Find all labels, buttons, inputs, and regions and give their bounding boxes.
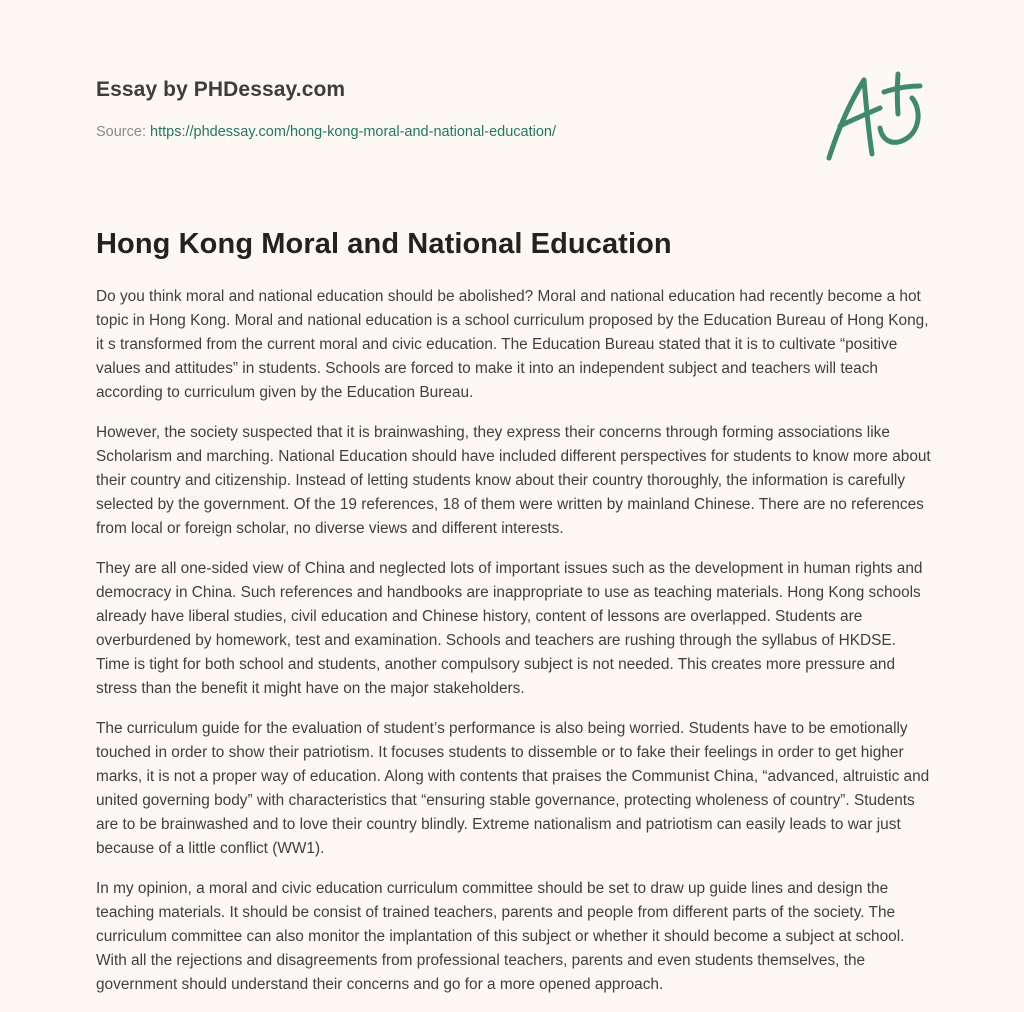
essay-paragraph: Do you think moral and national education should be abolished? Moral and national education had recently become a hot topic in Hong Kong. Moral and national education is a school curriculum proposed by the Education Bureau of Hong Kong, it s transformed from the current moral and civic education. The Education Bureau stated that it is to cultivate “positive values and attitudes” in students. Schools are forced to make it into an independent subject and teachers will teach according to curriculum given by the Education Bureau. (96, 288, 929, 401)
source-line (96, 124, 556, 140)
source-label: Source: (96, 124, 146, 140)
essay-body (96, 285, 932, 1012)
a-plus-grade-icon (822, 68, 932, 164)
essay-paragraph: In my opinion, a moral and civic education curriculum committee should be set to draw up guide lines and design the teaching materials. It should be consist of trained teachers, parents and people from different parts of the society. The curriculum committee can also monitor the implantation of this subject or whether it should become a subject at school. With all the rejections and disagreements from professional teachers, parents and even students themselves, the government should understand their concerns and go for a more opened approach. (96, 880, 905, 993)
essay-title: Hong Kong Moral and National Education (96, 228, 672, 260)
site-title: Essay by PHDessay.com (96, 78, 346, 101)
source-link[interactable]: https://phdessay.com/hong-kong-moral-and-national-education/ (150, 124, 556, 140)
essay-paragraph: The curriculum guide for the evaluation of student’s performance is also being worried. Students have to be emotionally touched in order to show their patriotism. It focuses students to dissemble or to fake their feelings in order to get higher marks, it is not a proper way of education. Along with contents that praises the Communist China, “advanced, altruistic and united governing body” with characteristics that “ensuring stable governance, protecting wholeness of country”. Students are to be brainwashed and to love their country blindly. Extreme nationalism and patriotism can easily leads to war just because of a little conflict (WW1). (96, 720, 930, 857)
essay-paragraph: They are all one-sided view of China and neglected lots of important issues such as the development in human rights and democracy in China. Such references and handbooks are inappropriate to use as teaching materials. Hong Kong schools already have liberal studies, civil education and Chinese history, content of lessons are overlapped. Students are overburdened by homework, test and examination. Schools and teachers are rushing through the syllabus of HKDSE. Time is tight for both school and students, another compulsory subject is not needed. This creates more pressure and stress than the benefit it might have on the major stakeholders. (96, 560, 923, 697)
essay-paragraph: However, the society suspected that it is brainwashing, they express their concerns through forming associations like Scholarism and marching. National Education should have included different perspectives for students to know more about their country and citizenship. Instead of letting students know about their country thoroughly, the information is carefully selected by the government. Of the 19 references, 18 of them were written by mainland Chinese. There are no references from local or foreign scholar, no diverse views and different interests. (96, 424, 931, 537)
